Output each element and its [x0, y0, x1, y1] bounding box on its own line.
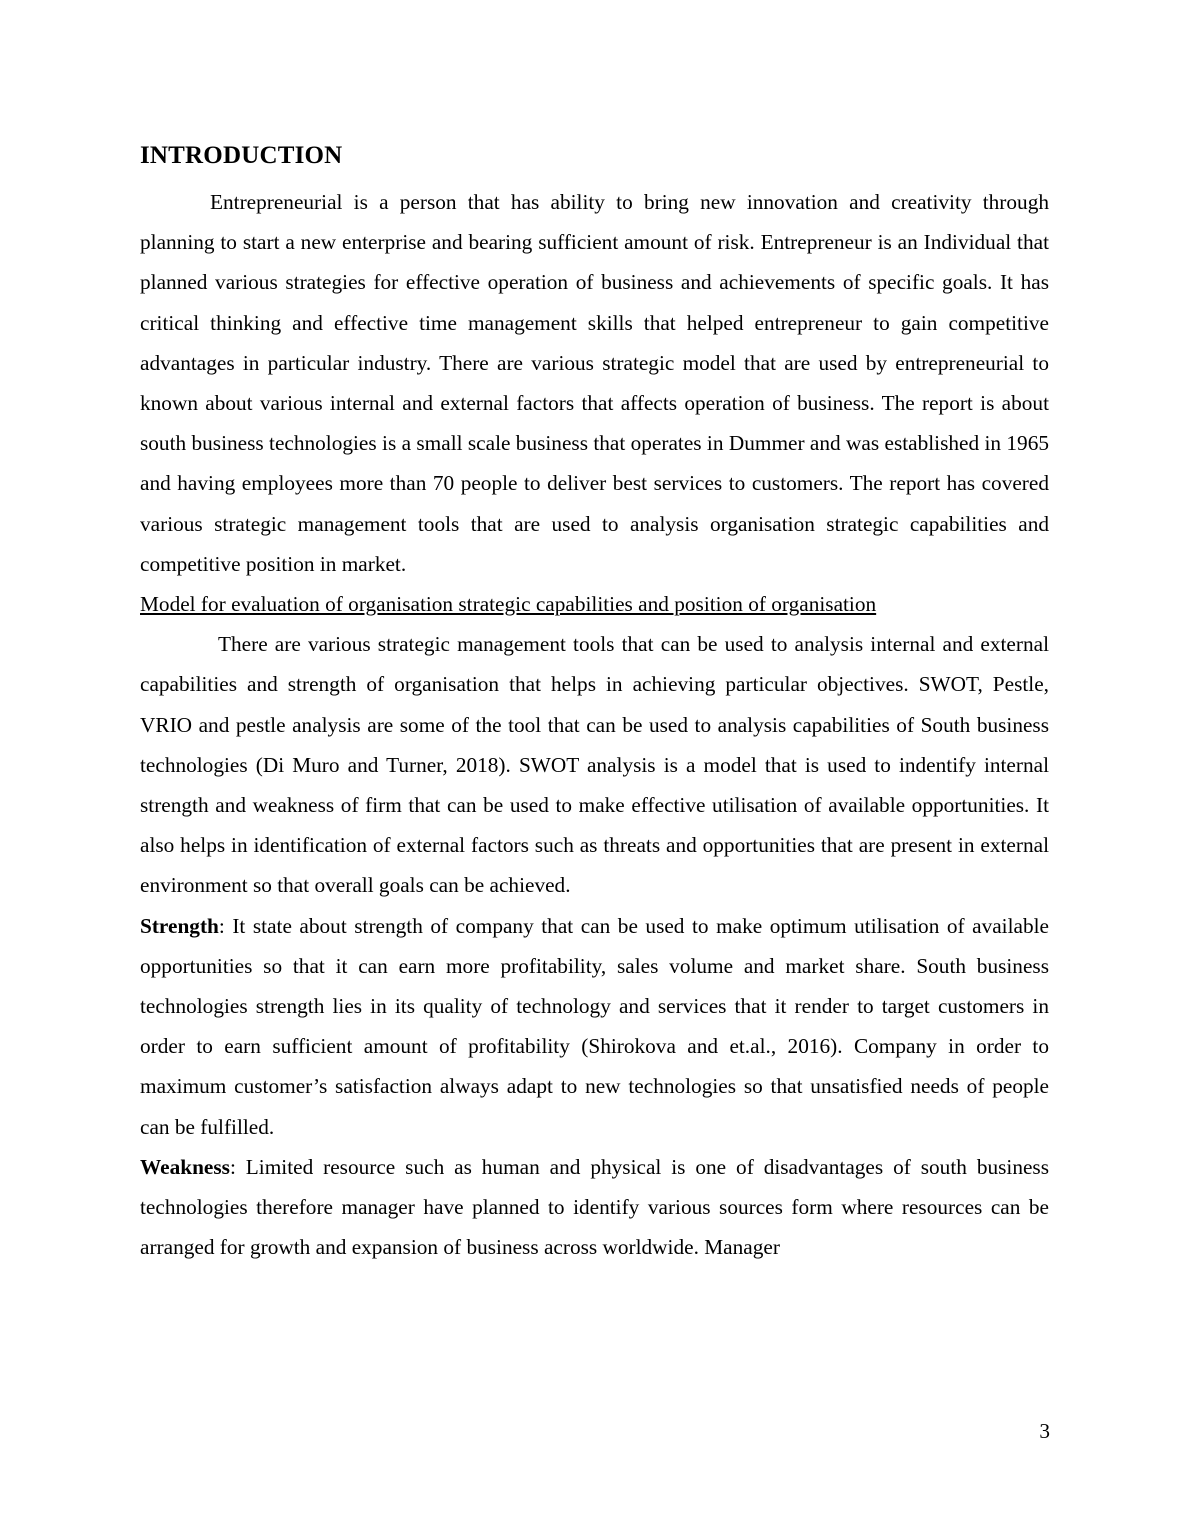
page-title: INTRODUCTION: [140, 142, 343, 169]
weakness-paragraph: [140, 1147, 1049, 1268]
section-subheading: Model for evaluation of organisation strategic capabilities and position of organisation: [140, 592, 877, 617]
intro-paragraph: Entrepreneurial is a person that has ability to bring new innovation and creativity through planning to start a new enterprise and bearing sufficient amount of risk. Entrepreneur is an Individual that planned various strategies for effective operation of business and achievements of specific goals. It has critical thinking and effective time management skills that helped entrepreneur to gain competitive advantages in particular industry. There are various strategic model that are used by entrepreneurial to known about various internal and external factors that affects operation of business. The report is about south business technologies is a small scale business that operates in Dummer and was established in 1965 and having employees more than 70 people to deliver best services to customers. The report has covered various strategic management tools that are used to analysis organisation strategic capabilities and competitive position in market.: [140, 190, 1049, 576]
weakness-text: : Limited resource such as human and physical is one of disadvantages of south business technologies therefore manager have planned to identify various sources form where resources can be arranged for growth and expansion of business across worldwide. Manager: [140, 1154, 1049, 1260]
strength-text: : It state about strength of company that can be used to make optimum utilisation of available opportunities so that it can earn more profitability, sales volume and market share. South business technologies strength lies in its quality of technology and services that it render to target customers in order to earn sufficient amount of profitability (Shirokova and et.al., 2016). Company in order to maximum customer’s satisfaction always adapt to new technologies so that unsatisfied needs of people can be fulfilled.: [140, 913, 1049, 1139]
weakness-term: Weakness: [140, 1154, 230, 1179]
page-number: 3: [1039, 1419, 1050, 1443]
model-paragraph: There are various strategic management tools that can be used to analysis internal and external capabilities and strength of organisation that helps in achieving particular objectives. SWOT, Pestle, VRIO and pestle analysis are some of the tool that can be used to analysis capabilities of South business technologies (Di Muro and Turner, 2018). SWOT analysis is a model that is used to indentify internal strength and weakness of firm that can be used to make effective utilisation of available opportunities. It also helps in identification of external factors such as threats and opportunities that are present in external environment so that overall goals can be achieved.: [140, 632, 1049, 898]
strength-paragraph: [140, 906, 1049, 1147]
document-page: [140, 140, 1049, 1267]
strength-term: Strength: [140, 913, 219, 938]
